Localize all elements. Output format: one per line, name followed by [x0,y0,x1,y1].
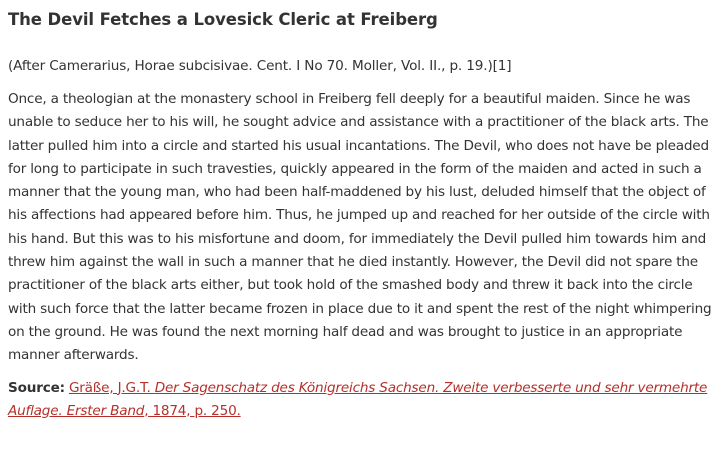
source-link[interactable] [8,380,707,419]
source-author: Gräße, J.G.T. [68,379,151,396]
source-book-title: Der Sagenschatz des Königreichs Sachsen. Zweite verbesserte und sehr vermehrte Auflage. Erster Band [8,379,708,419]
story-title: The Devil Fetches a Lovesick Cleric at Freiberg [8,10,438,29]
source-citation [8,377,717,423]
source-label: Source: [8,379,65,396]
source-details: , 1874, p. 250. [144,402,241,419]
story-attribution: (After Camerarius, Horae subcisivae. Cent. I No 70. Moller, Vol. II., p. 19.)[1] [8,58,512,74]
story-body: Once, a theologian at the monastery school in Freiberg fell deeply for a beautiful maiden. Since he was unable to seduce her to his will, he sought advice and assistance with a practitioner of the black arts. The latter pulled him into a circle and started his usual incantations. The Devil, who does not have be pleaded for long to participate in such travesties, quickly appeared in the form of the maiden and acted in such a manner that the young man, who had been half-maddened by his lust, deluded himself that the object of his affections had appeared before him. Thus, he jumped up and reached for her outside of the circle with his hand. But this was to his misfortune and doom, for immediately the Devil pulled him towards him and threw him against the wall in such a manner that he died instantly. However, the Devil did not spare the practitioner of the black arts either, but took hold of the smashed body and threw it back into the circle with such force that the latter became frozen in place due to it and spent the rest of the night whimpering on the ground. He was found the next morning half dead and was brought to justice in an appropriate manner afterwards. [8,91,712,364]
